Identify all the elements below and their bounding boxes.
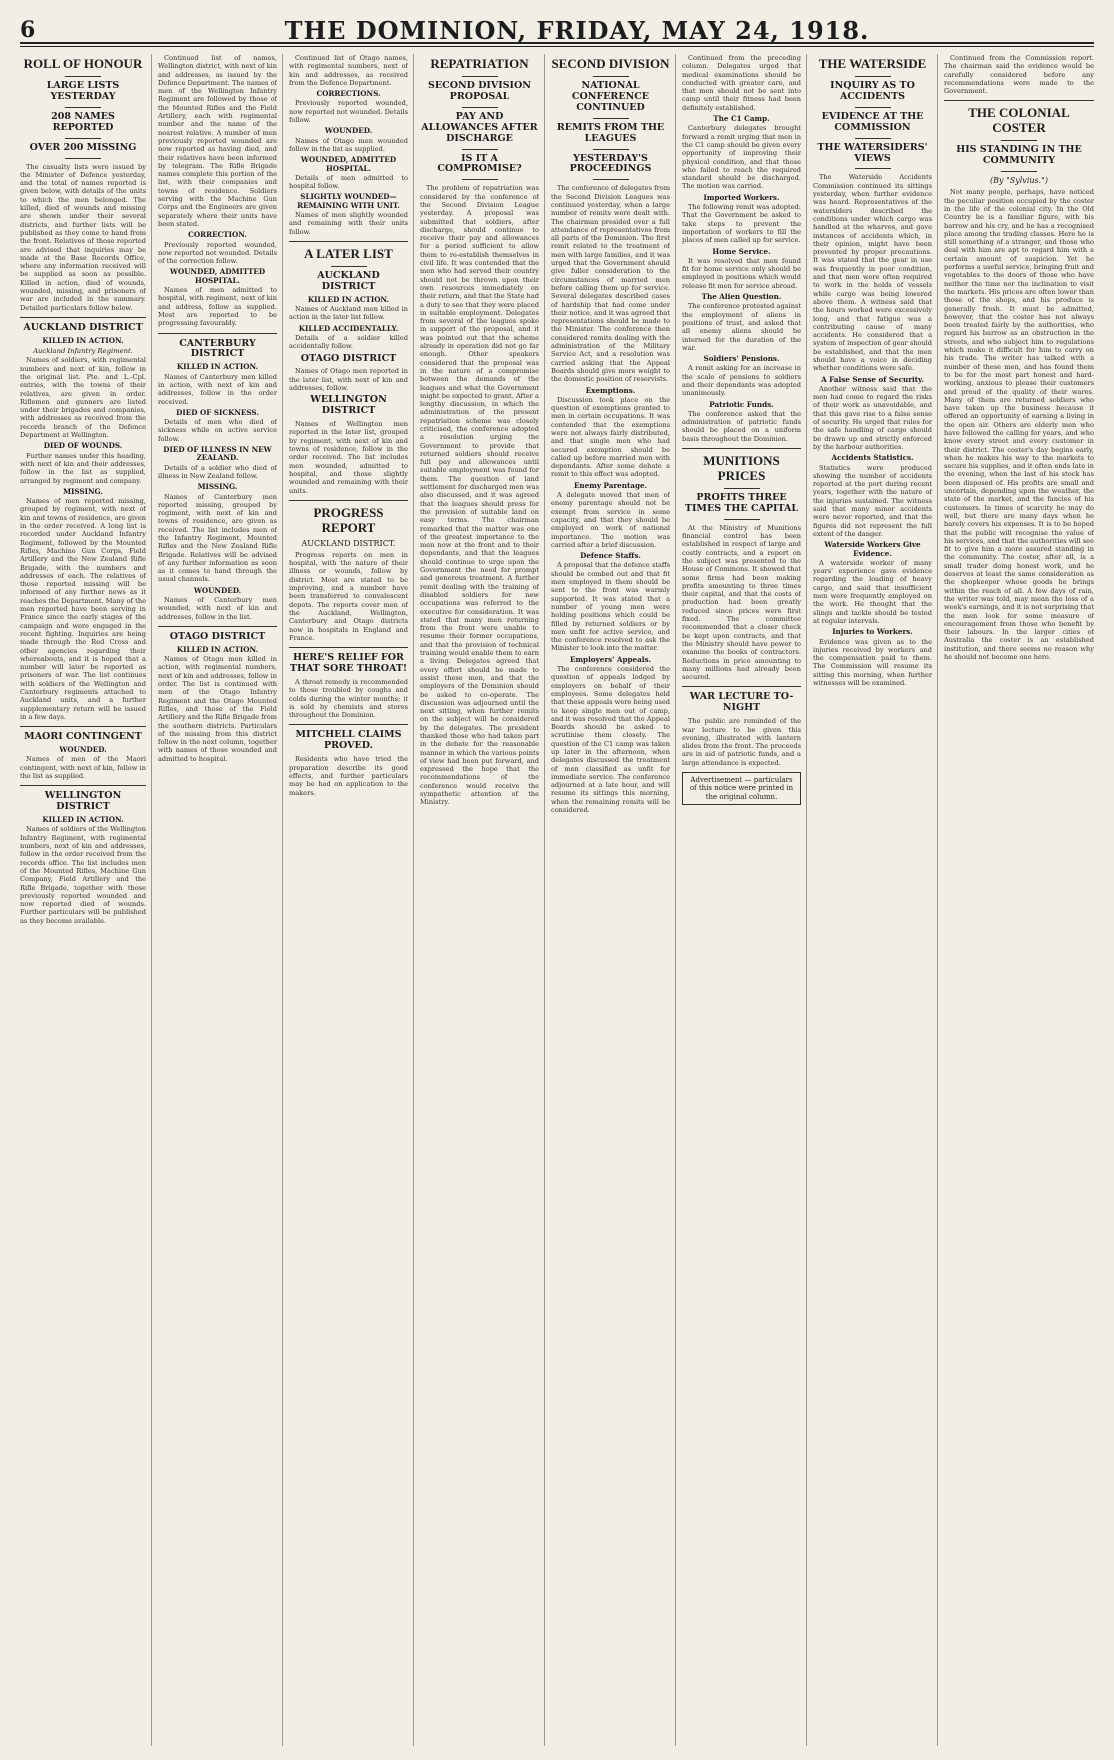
headline-repatriation: REPATRIATION bbox=[430, 56, 529, 71]
name-list: Names of Wellington men reported in the later list, grouped by regiment, with next of kin and towns of residence, follow in the order received. The list includes men wounded, admitted to hospital, and those slightly wounded and remaining with their units. bbox=[289, 420, 408, 495]
column-waterside bbox=[806, 54, 932, 1746]
divider bbox=[158, 626, 277, 627]
subhead-inquiry-accidents: INQUIRY AS TO ACCIDENTS bbox=[830, 79, 915, 102]
article-text: Continued from the Commission report. The chairman said the evidence would be carefully considered before any recommendations were made to the Government. bbox=[944, 54, 1094, 96]
section-heading-soldiers-pensions: Soldiers' Pensions. bbox=[703, 354, 780, 364]
name-list: Details of a soldier who died of illness in New Zealand follow. bbox=[158, 463, 277, 480]
subhead-national-conference: NATIONAL CONFERENCE CONTINUED bbox=[571, 79, 650, 113]
divider bbox=[682, 448, 801, 449]
divider bbox=[462, 179, 498, 180]
page-number: 6 bbox=[20, 17, 36, 43]
divider bbox=[724, 519, 760, 520]
section-heading-correction: CORRECTION. bbox=[188, 230, 247, 240]
headline-war-lecture: WAR LECTURE TO-NIGHT bbox=[689, 691, 794, 714]
name-list: Names of Otago men reported in the later list, with next of kin and addresses, follow. bbox=[289, 367, 408, 393]
section-heading-killed-accidentally: KILLED ACCIDENTALLY. bbox=[298, 323, 399, 333]
article-text: Not many people, perhaps, have noticed the peculiar position occupied by the coster in the life of the colonial city. In the Old Country he is a familiar figure, with his barrow and his cry, and he has a recognised place among the trading classes. Here he is still something of a stranger, and those who deal with him are apt to regard him with a certain amount of suspicion. Yet he performs a useful service, bringing fruit and vegetables to the doors of those who have neither the time nor the inclination to visit the markets. His prices are often lower than those of the shops, and his produce is generally fresh. It must be admitted, however, that the coster has not always been treated fairly by the authorities, who regard his barrow as an obstruction in the streets, and who subject him to regulations which make it difficult for him to carry on his trade. The writer has talked with a number of these men, and has found them to be for the most part honest and hard-working, anxious to please their customers and proud of the quality of their wares. Many of them are returned soldiers who have taken up the business because it offered an opportunity of earning a living in the open air. Others are elderly men who have followed the calling for years, and who know every street and every customer in their district. The coster's day begins early, when he makes his way to the markets to secure his supplies, and it often ends late in the evening, when the last of his stock has been disposed of. His profits are small and uncertain, depending upon the weather, the state of the market, and the fancies of his customers. In times of scarcity he may do well, but there are many days when he barely covers his expenses. It is to be hoped that the public will recognise the value of his services, and that the authorities will see fit to give him a more assured standing in the community. The coster, after all, is a small trader doing honest work, and he deserves at least the same consideration as the shopkeeper whose goods he brings within the reach of all. A few days of rain, the writer was told, may mean the loss of a week's earnings, and it is not surprising that the men look for some measure of encouragement from those who benefit by their labours. In the larger cities of Australia the coster is an established institution, and there seems no reason why he should not become one here. bbox=[944, 188, 1094, 662]
divider bbox=[593, 118, 629, 119]
column-later-list bbox=[282, 54, 408, 1746]
subhead-remits: REMITS FROM THE LEAGUES bbox=[556, 121, 665, 144]
section-heading-exemptions: Exemptions. bbox=[585, 385, 636, 395]
article-text: The Waterside Accidents Commission continued its sittings yesterday, when further evidence was heard. Representatives of the watersiders described the conditions under which cargo was handled at the wharves, and gave instances of accidents which, in their opinion, might have been prevented by proper precautions. It was stated that the gear in use was frequently in poor condition, and that men were often required to work in the holds of vessels while cargo was being lowered above them. A witness said that the hours worked were excessively long, and that fatigue was a contributing cause of many accidents. He considered that a system of inspection of gear should be established, and that the men should have a voice in deciding whether conditions were safe. bbox=[813, 173, 932, 373]
divider bbox=[65, 107, 101, 108]
divider bbox=[855, 76, 891, 77]
article-text: A waterside worker of many years' experience gave evidence regarding the loading of heavy cargo, and said that insufficient men were frequently employed on the work. He thought that the slings and tackle should be tested at regular intervals. bbox=[813, 558, 932, 625]
column-repatriation bbox=[413, 54, 539, 1746]
section-heading-killed: KILLED IN ACTION. bbox=[176, 362, 259, 372]
article-text: The public are reminded of the war lecture to be given this evening, illustrated with lantern slides from the front. The proceeds are in aid of patriotic funds, and a large attendance is expected. bbox=[682, 717, 801, 767]
name-list: Names of Otago men wounded follow in the list as supplied. bbox=[289, 136, 408, 153]
subhead-over-missing: OVER 200 MISSING bbox=[29, 141, 137, 153]
divider bbox=[20, 785, 146, 786]
article-text: The conference of delegates from the Second Division Leagues was continued yesterday, when a large number of remits were dealt with. The chairman presided over a full attendance of representatives from all parts of the Dominion. The first remit related to the treatment of men with large families, and it was urged that the Government should give fuller consideration to the circumstances of married men before calling them up for service. Several delegates described cases of hardship that had come under their notice, and it was agreed that representations should be made to the Minister. The conference then considered remits dealing with the administration of the Military Service Act, and a resolution was carried asking that the Appeal Boards should give more weight to the domestic position of reservists. bbox=[551, 184, 670, 384]
section-heading-employers-appeals: Employers' Appeals. bbox=[569, 654, 652, 664]
article-text: Discussion took place on the question of exemptions granted to men in certain occupations. It was contended that the exemptions were not always fairly distributed, and that single men who had secured exemption should be called up before married men with dependants. After some debate a remit to this effect was adopted. bbox=[551, 395, 670, 479]
advertisement-text: Residents who have tried the preparation describe its good effects, and further particulars may be had on application to the makers. bbox=[289, 755, 408, 797]
subhead-watersiders-views: THE WATERSIDERS' VIEWS bbox=[817, 141, 928, 164]
name-list: Names of Canterbury men reported missing, grouped by regiment, with next of kin and towns of residence, are given as received. The list includes men of the Infantry Regiment, Mounted Rifles and the New Zealand Rifle Brigade. Relatives will be advised of any further information as soon as it comes to hand through the usual channels. bbox=[158, 492, 277, 584]
section-heading-wounded-admitted: WOUNDED, ADMITTED HOSPITAL. bbox=[169, 267, 266, 285]
subhead-large-lists: LARGE LISTS YESTERDAY bbox=[46, 79, 120, 102]
name-list: Details of a soldier killed accidentally follow. bbox=[289, 333, 408, 351]
article-text: The conference asked that the administration of patriotic funds should be placed on a uniform basis throughout the Dominion. bbox=[682, 409, 801, 443]
headline-roll-of-honour: ROLL OF HONOUR bbox=[23, 56, 143, 71]
divider bbox=[65, 158, 101, 159]
article-text: The conference protested against the employment of aliens in positions of trust, and asked that all enemy aliens should be interned for the duration of the war. bbox=[682, 302, 801, 352]
name-list: Names of Canterbury men killed in action, with next of kin and addresses, follow in the order received. bbox=[158, 372, 277, 406]
name-list: Previously reported wounded, now reported not wounded. Details follow. bbox=[289, 99, 408, 125]
section-heading-killed: KILLED IN ACTION. bbox=[307, 294, 390, 304]
divider bbox=[682, 686, 801, 687]
section-heading-missing: MISSING. bbox=[197, 482, 238, 492]
divider bbox=[855, 138, 891, 139]
section-heading-died-illness: DIED OF ILLNESS IN NEW ZEALAND. bbox=[163, 445, 272, 463]
article-text: The following remit was adopted: That the Government be asked to take steps to prevent the importation of workers to fill the places of men called up for service. bbox=[682, 203, 801, 245]
article-text: Another witness said that the men had come to regard the risks of their work as unavoidable, and that this gave rise to a false sense of security. He urged that rules for the safe handling of cargo should be drawn up and strictly enforced by the harbour authorities. bbox=[813, 384, 932, 451]
section-heading-wounded: WOUNDED. bbox=[324, 126, 373, 136]
divider bbox=[289, 724, 408, 725]
divider bbox=[289, 241, 408, 242]
subhead-standing-community: HIS STANDING IN THE COMMUNITY bbox=[956, 144, 1082, 167]
section-heading-wounded-admitted: WOUNDED, ADMITTED HOSPITAL. bbox=[300, 155, 397, 173]
subhead-profits-capital: PROFITS THREE TIMES THE CAPITAL bbox=[684, 491, 799, 514]
divider bbox=[1001, 140, 1037, 141]
divider bbox=[20, 726, 146, 727]
district-heading-wellington: WELLINGTON DISTRICT bbox=[44, 790, 122, 813]
name-list: Names of Auckland men killed in action in the later list follow. bbox=[289, 305, 408, 322]
district-heading-maori: MAORI CONTINGENT bbox=[24, 731, 142, 743]
section-heading-c1-camp: The C1 Camp. bbox=[713, 114, 770, 124]
divider bbox=[593, 76, 629, 77]
headline-waterside: THE WATERSIDE bbox=[818, 56, 927, 71]
section-heading-defence-staffs: Defence Staffs. bbox=[580, 551, 641, 561]
divider bbox=[289, 500, 408, 501]
divider bbox=[593, 179, 629, 180]
divider bbox=[462, 107, 498, 108]
name-list: Details of men who died of sickness while on active service follow. bbox=[158, 418, 277, 443]
article-text: It was resolved that men found fit for home service only should be employed in positions which would release fit men for service abroad. bbox=[682, 256, 801, 290]
section-heading-wounded: WOUNDED. bbox=[59, 745, 107, 755]
section-heading-home-service: Home Service. bbox=[712, 246, 771, 256]
column-conference-munitions bbox=[675, 54, 801, 1746]
divider bbox=[944, 100, 1094, 101]
divider bbox=[855, 107, 891, 108]
divider bbox=[65, 76, 101, 77]
column-roll-of-honour bbox=[20, 54, 146, 1746]
article-text: The casualty lists were issued by the Minister of Defence yesterday, and the total of names reported is given below, with details of the units to which the men belonged. The killed, died of wounds and missing are shown under their several districts, and further lists will be published as they come to hand from the front. Relatives of those reported are advised that inquiries may be made at the Base Records Office, where any information received will be supplied as soon as possible. Killed in action, died of wounds, wounded, missing, and prisoners of war are included in the summary. Detailed particulars follow below. bbox=[20, 162, 146, 312]
paper-name-dateline: THE DOMINION, FRIDAY, MAY 24, 1918. bbox=[284, 15, 870, 45]
section-heading-slightly-wounded: SLIGHTLY WOUNDED—REMAINING WITH UNIT. bbox=[297, 192, 400, 210]
column-lists-continued bbox=[151, 54, 277, 1746]
section-heading-died-of-wounds: DIED OF WOUNDS. bbox=[43, 441, 123, 451]
name-list: Continued list of Otago names, with regimental numbers, next of kin and addresses, as received from the Defence Department. bbox=[289, 54, 408, 87]
section-heading-imported-workers: Imported Workers. bbox=[703, 192, 780, 202]
name-list: Continued list of names, Wellington district, with next of kin and addresses, as issued by the Defence Department. The names of men of the Wellington Infantry Regiment are followed by those of the Mounted Rifles and the Field Artillery, each with regimental number and the name of the nearest relative. A number of men previously reported wounded are now reported as having died, and their relatives have been informed by telegram. The Rifle Brigade names complete this portion of the list, with their companies and towns of residence. Soldiers serving with the Machine Gun Corps and the Engineers are given separately where their units have been stated. bbox=[158, 54, 277, 228]
article-text: Continued from the preceding column. Delegates urged that medical examinations should be conducted with greater care, and that men should not be sent into camp until their fitness had been definitely established. bbox=[682, 54, 801, 112]
section-heading-killed: KILLED IN ACTION. bbox=[42, 815, 124, 825]
advertisement-box: Advertisement — particulars of this notice were printed in the original column. bbox=[682, 772, 801, 805]
advertisement-text: A throat remedy is recommended to those troubled by coughs and colds during the winter months; it is sold by chemists and stores throughout the Dominion. bbox=[289, 678, 408, 720]
district-heading-canterbury: CANTERBURY DISTRICT bbox=[179, 337, 256, 360]
divider bbox=[724, 488, 760, 489]
divider bbox=[65, 138, 101, 139]
article-text: A proposal that the defence staffs should be combed out and that fit men employed in them should be sent to the front was warmly supported. It was stated that a number of young men were holding positions which could be filled by returned soldiers or by men unfit for active service, and the conference resolved to ask the Minister to look into the matter. bbox=[551, 561, 670, 653]
article-text: Evidence was given as to the injuries received by workers and the compensation paid to them. The Commission will resume its sitting this morning, when further witnesses will be examined. bbox=[813, 637, 932, 687]
headline-munitions-prices: MUNITIONS PRICES bbox=[703, 453, 780, 483]
divider bbox=[289, 647, 408, 648]
divider bbox=[593, 149, 629, 150]
article-text: A delegate moved that men of enemy parentage should not be exempt from service in some capacity, and that they should be employed on work of national importance. The motion was carried after a brief discussion. bbox=[551, 491, 670, 549]
masthead bbox=[20, 15, 1094, 45]
section-heading-waterside-workers: Waterside Workers Give Evidence. bbox=[824, 540, 921, 558]
section-heading-killed: KILLED IN ACTION. bbox=[176, 644, 259, 654]
subhead-evidence-commission: EVIDENCE AT THE COMMISSION bbox=[821, 110, 924, 133]
name-list: Names of men admitted to hospital, with regiment, next of kin and address, follow as supplied. Most are reported to be progressing favourably. bbox=[158, 286, 277, 328]
headline-second-division: SECOND DIVISION bbox=[551, 56, 670, 71]
name-list: Names of men reported missing, grouped by regiment, with next of kin and towns of residence, are given in the order received. A long list is recorded under Auckland Infantry Regiment, followed by the Mounted Rifles, Machine Gun Corps, Field Artillery and the New Zealand Rifle Brigade, with the numbers and addresses of each. The relatives of those reported missing will be informed of any further news as it reaches the Department. Many of the men reported have been serving in France since the early stages of the campaign and were engaged in the recent fighting. Inquiries are being made through the Red Cross and other agencies regarding their whereabouts, and it is hoped that a number will later be reported as prisoners of war. The list continues with soldiers of the Wellington and Canterbury regiments attached to Auckland units, and a further supplementary return will be issued in a few days. bbox=[20, 497, 146, 721]
section-heading-patriotic-funds: Patriotic Funds. bbox=[709, 399, 774, 409]
name-list: Further names under this heading, with next of kin and their addresses, follow in the list as supplied, arranged by regiment and company. bbox=[20, 451, 146, 485]
section-heading-alien-question: The Alien Question. bbox=[701, 292, 782, 302]
name-list: Progress reports on men in hospital, with the nature of their illness or wounds, follow by district. Most are stated to be improving, and a number have been transferred to convalescent depots. The reports cover men of the Auckland, Wellington, Canterbury and Otago districts now in hospitals in England and France. bbox=[289, 550, 408, 642]
headline-mitchell-claims: MITCHELL CLAIMS PROVED. bbox=[295, 729, 402, 752]
masthead-rule bbox=[20, 46, 1094, 47]
district-heading-wellington: WELLINGTON DISTRICT bbox=[310, 394, 387, 417]
subhead-names-reported: 208 NAMES REPORTED bbox=[51, 110, 115, 133]
subhead-second-division-proposal: SECOND DIVISION PROPOSAL bbox=[428, 79, 531, 102]
divider bbox=[1001, 171, 1037, 172]
divider bbox=[158, 333, 277, 334]
district-heading-otago: OTAGO DISTRICT bbox=[169, 630, 266, 642]
name-list: Previously reported wounded, now reported not wounded. Details of the correction follow. bbox=[158, 240, 277, 266]
section-heading-died-sickness: DIED OF SICKNESS. bbox=[176, 407, 259, 417]
article-text: Statistics were produced showing the number of accidents reported at the port during recent years, together with the nature of the injuries sustained. The witness said that many minor accidents were never reported, and that the figures did not represent the full extent of the danger. bbox=[813, 463, 932, 538]
article-text: The conference considered the question of appeals lodged by employers on behalf of their employees. Some delegates held that these appeals were being used to keep single men out of camp, and it was resolved that the Appeal Boards should be asked to scrutinise them closely. The question of the C1 camp was taken up later in the afternoon, when delegates discussed the treatment of men classified as unfit for immediate service. The conference adjourned at a late hour, and will resume its sittings this morning, when the remaining remits will be considered. bbox=[551, 665, 670, 815]
page-columns bbox=[20, 54, 1094, 1746]
name-list: Names of men of the Maori contingent, with next of kin, follow in the list as supplied. bbox=[20, 755, 146, 780]
column-colonial-coster bbox=[937, 54, 1094, 1746]
subhead-compromise: IS IT A COMPROMISE? bbox=[437, 152, 522, 175]
headline-later-list: A LATER LIST bbox=[304, 245, 393, 261]
district-heading-otago: OTAGO DISTRICT bbox=[300, 352, 397, 364]
district-heading-auckland: AUCKLAND DISTRICT bbox=[23, 321, 143, 333]
divider bbox=[20, 317, 146, 318]
headline-progress-report: PROGRESS REPORT bbox=[313, 504, 384, 535]
section-heading-accidents-statistics: Accidents Statistics. bbox=[831, 453, 914, 463]
section-heading-false-sense: A False Sense of Security. bbox=[821, 374, 924, 384]
column-second-division bbox=[544, 54, 670, 1746]
name-list: Names of men slightly wounded and remaining with their units follow. bbox=[289, 211, 408, 236]
name-list: Names of soldiers, with regimental numbers and next of kin, follow in the original list. Pte. and L.-Cpl. entries, with the towns of their relatives, are given in order. Riflemen and gunners are listed under their brigades and companies, with addresses as received from the records branch of the Defence Department at Wellington. bbox=[20, 356, 146, 440]
subhead-auckland: AUCKLAND DISTRICT bbox=[317, 269, 380, 292]
section-heading-injuries: Injuries to Workers. bbox=[832, 627, 913, 637]
headline-colonial-coster: THE COLONIAL COSTER bbox=[968, 105, 1070, 136]
divider bbox=[331, 266, 367, 267]
name-list: Names of soldiers of the Wellington Infantry Regiment, with regimental numbers, next of kin and addresses, follow in the order received from the records office. The list includes men of the Mounted Rifles, Machine Gun Company, Field Artillery and the Rifle Brigade, together with those previously reported wounded and now reported died of wounds. Further particulars will be published as they become available. bbox=[20, 825, 146, 925]
regiment-heading: Auckland Infantry Regiment. bbox=[33, 347, 133, 356]
subhead-auckland-district: AUCKLAND DISTRICT. bbox=[301, 538, 396, 548]
section-heading-missing: MISSING. bbox=[63, 486, 103, 496]
section-heading-enemy-parentage: Enemy Parentage. bbox=[573, 480, 648, 490]
subhead-proceedings: YESTERDAY'S PROCEEDINGS bbox=[569, 152, 652, 175]
name-list: Details of men admitted to hospital follow. bbox=[289, 173, 408, 191]
section-heading-wounded: WOUNDED. bbox=[193, 585, 242, 595]
article-text: The problem of repatriation was considered by the conference of the Second Division League yesterday. A proposal was submitted that soldiers, after discharge, should continue to receive their pay and allowances for a period sufficient to allow them to re-establish themselves in civil life. It was contended that the men who had served their country should not be thrown upon their own resources immediately on their return, and that the State had a duty to see that they were placed in suitable employment. Delegates from several of the leagues spoke in support of the proposal, and it was pointed out that the scheme already in operation did not go far enough. Other speakers considered that the proposal was in the nature of a compromise between the demands of the leagues and what the Government might be expected to grant. After a lengthy discussion, in which the administration of the present repatriation scheme was closely criticised, the conference adopted a resolution urging the Government to provide that returned soldiers should receive full pay and allowances until suitable employment was found for them. The question of land settlement for discharged men was also discussed, and it was agreed that the leagues should press for the provision of suitable land on easy terms. The chairman remarked that the matter was one of the greatest importance to the men now at the front and to their dependants, and that the leagues should continue to urge upon the Government the need for prompt and generous treatment. A further remit dealing with the training of disabled soldiers for new occupations was referred to the executive for consideration. It was stated that many men returning from the front were unable to resume their former occupations, and that the provision of technical training would enable them to earn a living. Delegates agreed that every effort should be made to assist these men, and that the employers of the Dominion should be asked to co-operate. The discussion was adjourned until the next sitting, when further remits on the subject will be considered by the delegates. The president thanked those who had taken part in the debate for the reasonable manner in which the various points of view had been put forward, and expressed the hope that the recommendations of the conference would receive the sympathetic attention of the Ministry. bbox=[420, 184, 539, 807]
divider bbox=[462, 76, 498, 77]
subhead-pay-allowances: PAY AND ALLOWANCES AFTER DISCHARGE bbox=[421, 110, 538, 144]
article-text: A remit asking for an increase in the scale of pensions to soldiers and their dependants was adopted unanimously. bbox=[682, 364, 801, 398]
section-heading-killed: KILLED IN ACTION. bbox=[42, 335, 124, 345]
name-list: Names of Otago men killed in action, with regimental numbers, next of kin and addresses, follow in order. The list is continued with men of the Otago Infantry Regiment and the Otago Mounted Rifles, and those of the Field Artillery and the Rifle Brigade from the southern districts. Particulars of the missing from this district follow in the next column, together with names of those wounded and admitted to hospital. bbox=[158, 655, 277, 763]
headline-sore-throat: HERE'S RELIEF FOR THAT SORE THROAT! bbox=[289, 652, 408, 675]
divider bbox=[855, 168, 891, 169]
name-list: Names of Canterbury men wounded, with next of kin and addresses, follow in the list. bbox=[158, 596, 277, 621]
divider bbox=[462, 149, 498, 150]
article-text: At the Ministry of Munitions financial control has been established in respect of large and costly contracts, and a report on the subject was presented to the House of Commons. It showed that some firms had been making profits amounting to three times their capital, and that the costs of production had been greatly reduced since prices were first fixed. The committee recommended that a closer check be kept upon contracts, and that the Ministry should have power to examine the books of contractors. Reductions in price amounting to many millions had already been secured. bbox=[682, 523, 801, 682]
article-text: Canterbury delegates brought forward a remit urging that men in the C1 camp should be given every opportunity of improving their physical condition, and that those who failed to reach the required standard should be discharged. The motion was carried. bbox=[682, 124, 801, 191]
byline: (By "Sylvius.") bbox=[990, 176, 1048, 186]
section-heading-corrections: CORRECTIONS. bbox=[316, 89, 381, 99]
